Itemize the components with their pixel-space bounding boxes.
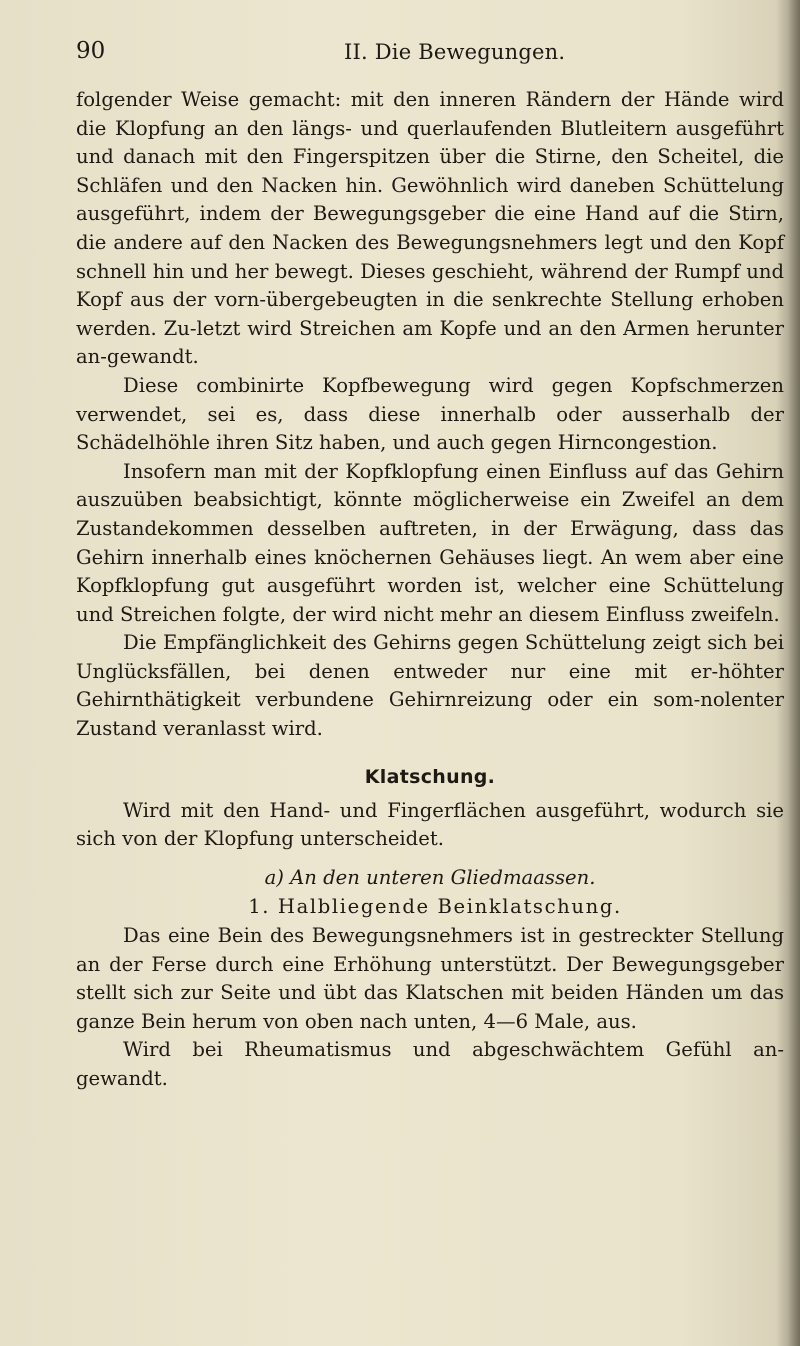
paragraph: Diese combinirte Kopfbewegung wird gegen Kopfschmerzen verwendet, sei es, dass diese innerhalb oder ausserhalb der Schädelhöhle ihren Sitz haben, und auch gegen Hirncongestion. [76, 373, 784, 455]
page-number: 90 [76, 38, 106, 64]
running-head: II. Die Bewegungen. [344, 40, 566, 64]
subsection-heading: a) An den unteren Gliedmaassen. [264, 865, 596, 889]
page-edge-shadow [788, 0, 800, 1346]
paragraph: Das eine Bein des Bewegungsnehmers ist in gestreckter Stellung an der Ferse durch eine Erhöhung unterstützt. Der Bewegungsgeber stellt sich zur Seite und übt das Klatschen mit beiden Händen um das ganze Bein herum von oben nach unten, 4—6 Male, aus. [76, 924, 784, 1033]
page-body [76, 86, 784, 1094]
paragraph: Wird bei Rheumatismus und abgeschwächtem Gefühl an-gewandt. [76, 1038, 784, 1090]
paragraph: Die Empfänglichkeit des Gehirns gegen Schüttelung zeigt sich bei Unglücksfällen, bei denen entweder nur eine mit er-höhter Gehirnthätigkeit verbundene Gehirnreizung oder ein som-nolenter Zustand veranlasst wird. [76, 631, 784, 741]
paragraph: Insofern man mit der Kopfklopfung einen Einfluss auf das Gehirn auszuüben beabsichtigt, könnte möglicherweise ein Zweifel an dem Zustandekommen desselben auftreten, in der Erwägung, dass das Gehirn innerhalb eines knöchernen Gehäuses liegt. An wem aber eine Kopfklopfung gut ausgeführt worden ist, welcher eine Schüttelung und Streichen folgte, der wird nicht mehr an diesem Einfluss zweifeln. [76, 459, 784, 626]
section-heading: Klatschung. [364, 765, 496, 788]
page-header [76, 38, 776, 70]
section-intro: Wird mit den Hand- und Fingerflächen ausgeführt, wodurch sie sich von der Klopfung unterscheidet. [76, 798, 784, 851]
item-heading: 1. Halbliegende Beinklatschung. [248, 895, 622, 919]
paragraph-continuation: folgender Weise gemacht: mit den inneren Rändern der Hände wird die Klopfung an den längs- und querlaufenden Blutleitern ausgeführt und danach mit den Fingerspitzen über die Stirne, den Scheitel, die Schläfen und den Nacken hin. Gewöhnlich wird daneben Schüttelung ausgeführt, indem der Bewegungsgeber die eine Hand auf die Stirn, die andere auf den Nacken des Bewegungsnehmers legt und den Kopf schnell hin und her bewegt. Dieses geschieht, während der Rumpf und Kopf aus der vorn-übergebeugten in die senkrechte Stellung erhoben werden. Zu-letzt wird Streichen am Kopfe und an den Armen herunter an-gewandt. [76, 88, 784, 369]
